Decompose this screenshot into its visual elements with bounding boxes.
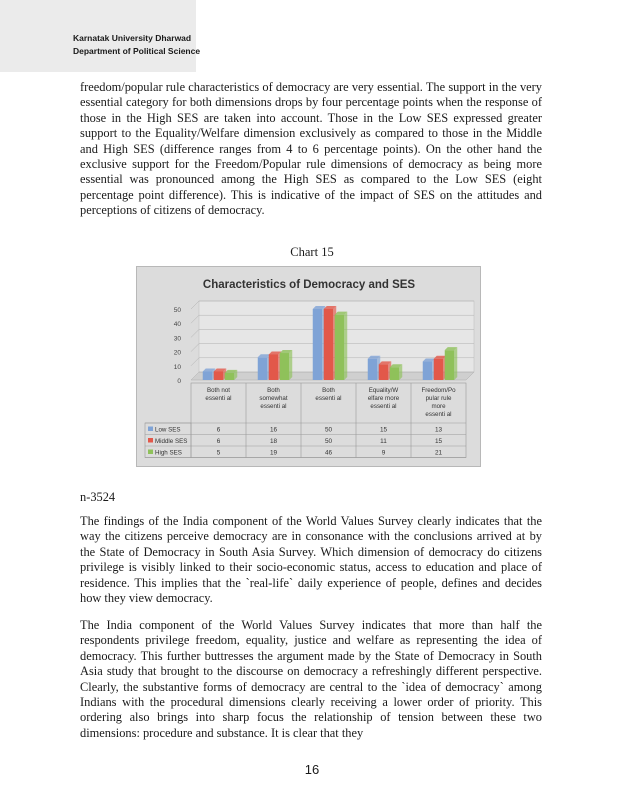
bar — [269, 354, 279, 380]
bar — [313, 309, 323, 380]
department-name: Department of Political Science — [73, 46, 201, 56]
data-label: 15 — [379, 426, 388, 434]
grid-diagonal — [191, 301, 199, 309]
bar — [335, 315, 345, 380]
y-tick-label: 50 — [173, 307, 181, 314]
x-tick-label: pular rule — [425, 395, 452, 402]
reference-code: n-3524 — [80, 490, 116, 504]
bar-side — [454, 347, 457, 380]
bar — [280, 353, 290, 380]
grid-diagonal — [191, 344, 199, 352]
data-label: 6 — [216, 437, 221, 445]
grid-diagonal — [191, 358, 199, 366]
x-tick-label: more — [431, 403, 446, 410]
chart-title: Characteristics of Democracy and SES — [202, 279, 416, 291]
y-tick-label: 30 — [173, 335, 181, 343]
data-label: 50 — [324, 437, 333, 445]
x-tick-label: essenti al — [205, 395, 232, 402]
data-label: 21 — [434, 449, 443, 457]
x-tick-label: essenti al — [315, 395, 342, 402]
bar — [324, 309, 334, 380]
paragraph-2: The findings of the India component of the World Values Survey clearly indicates that the way the citizens perceive democracy are in consonance with the conclusions arrived at by the State of Democracy in South Asia Survey. Which dimension of democracy do citizens privilege is visibly linked to their socio-economic status, access to education and place of residence. This implies that the `real-life` daily experience of people, defines and decides how they view democracy. — [80, 514, 542, 606]
chart-frame — [136, 266, 481, 467]
data-label: 15 — [434, 437, 443, 445]
y-tick-label: 0 — [177, 378, 181, 385]
data-label: 18 — [269, 437, 278, 445]
x-tick-label: essenti al — [260, 403, 287, 410]
bar — [423, 362, 433, 380]
x-tick-label: somewhat — [259, 395, 288, 402]
legend-swatch — [148, 438, 153, 443]
university-name: Karnatak University Dharwad — [73, 33, 192, 43]
data-label: 50 — [324, 426, 333, 434]
grid-diagonal — [191, 315, 199, 323]
y-tick-label: 40 — [173, 321, 181, 329]
data-label: 11 — [380, 437, 387, 445]
x-tick-label: elfare more — [367, 395, 400, 402]
bar-chart — [137, 267, 482, 468]
data-label: 5 — [216, 449, 221, 457]
data-label: 9 — [381, 449, 386, 457]
bar — [434, 359, 444, 380]
legend-swatch — [148, 427, 153, 432]
x-tick-label: Both — [267, 387, 280, 394]
bar — [445, 350, 455, 380]
bar — [225, 373, 235, 380]
x-tick-label: Freedom/Po — [421, 387, 456, 394]
x-tick-label: Both not — [206, 387, 231, 394]
bar — [203, 371, 213, 380]
page-number: 16 — [304, 762, 320, 777]
y-tick-label: 10 — [173, 363, 181, 371]
legend-swatch — [148, 450, 153, 455]
grid-diagonal — [191, 329, 199, 337]
header-banner — [0, 0, 201, 72]
x-tick-label: essenti al — [370, 403, 397, 410]
chart-caption: Chart 15 — [290, 245, 334, 259]
data-label: 19 — [269, 449, 278, 457]
bar — [390, 367, 400, 380]
paragraph-1: freedom/popular rule characteristics of democracy are very essential. The support in the very essential category for both dimensions drops by four percentage points when the response of those in the High SES are taken into account. Those in the Low SES expressed greater support to the Equality/Welfare dimension exclusively as compared to those in the Middle and High SES (difference ranges from 4 to 6 percentage points). On the other hand the exclusive support for the Freedom/Popular rule dimensions of democracy as being more essential was pronounced among the High SES as compared to the Low SES (eight percentage point difference). This is indicative of the impact of SES on the attitudes and perceptions of citizens of democracy. — [80, 80, 542, 218]
data-label: 13 — [434, 426, 443, 434]
x-tick-label: Equality/W — [368, 387, 399, 394]
bar — [214, 371, 224, 380]
bar — [368, 359, 378, 380]
bar-side — [289, 350, 292, 380]
data-label: 16 — [269, 426, 278, 434]
x-tick-label: Both — [322, 387, 335, 394]
legend-label: Middle SES — [155, 437, 188, 445]
bar — [258, 357, 268, 380]
data-label: 6 — [216, 426, 221, 434]
legend-label: Low SES — [155, 426, 181, 434]
legend-label: High SES — [155, 449, 182, 457]
bar-side — [344, 312, 347, 380]
y-tick-label: 20 — [173, 349, 181, 357]
data-label: 46 — [324, 449, 333, 457]
bar — [379, 364, 389, 380]
paragraph-3: The India component of the World Values Survey indicates that more than half the respondents privilege freedom, equality, justice and welfare as representing the idea of democracy. This further buttresses the argument made by the State of Democracy in South Asia study that brought to the discourse on democracy a refreshingly different perspective. Clearly, the substantive forms of democracy are central to the `idea of democracy` among Indians with the procedural dimensions clearly receiving a lower order of priority. This ordering also brings into sharp focus the relationship of tension between these two dimensions: procedure and substance. It is clear that they — [80, 618, 542, 740]
x-tick-label: essenti al — [425, 411, 452, 418]
